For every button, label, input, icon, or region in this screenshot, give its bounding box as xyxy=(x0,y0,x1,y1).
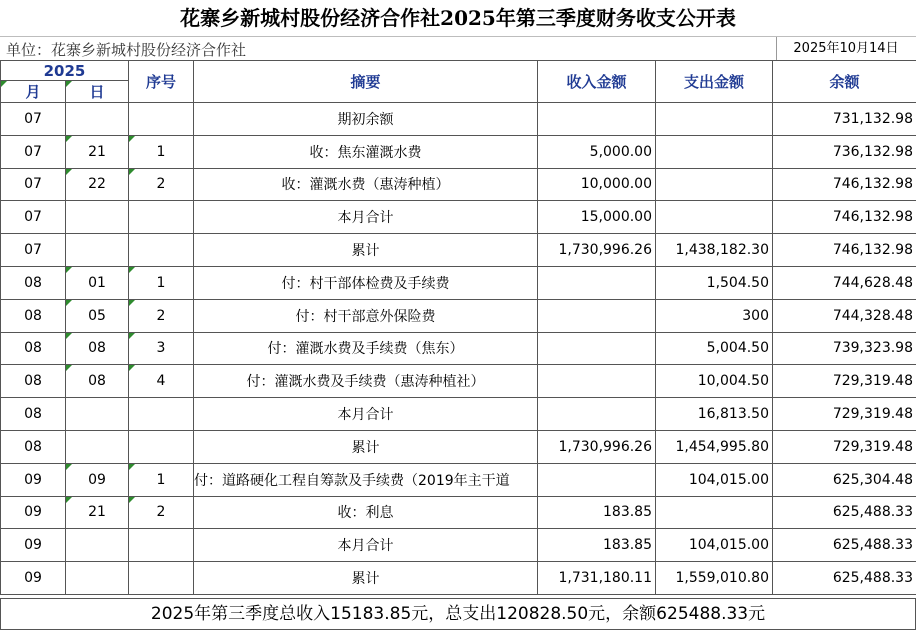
seq-cell xyxy=(129,201,194,234)
income-cell: 15,000.00 xyxy=(538,201,656,234)
summary-cell: 本月合计 xyxy=(194,398,538,431)
summary-cell: 累计 xyxy=(194,234,538,267)
seq-cell: 3 xyxy=(129,332,194,365)
income-cell: 10,000.00 xyxy=(538,168,656,201)
report-date: 2025年10月14日 xyxy=(776,37,915,60)
day-cell xyxy=(66,430,129,463)
expense-cell: 300 xyxy=(656,299,773,332)
seq-cell: 4 xyxy=(129,365,194,398)
day-cell xyxy=(66,529,129,562)
income-cell: 183.85 xyxy=(538,529,656,562)
day-cell: 05 xyxy=(66,299,129,332)
balance-cell: 746,132.98 xyxy=(773,234,916,267)
month-cell: 08 xyxy=(1,266,66,299)
expense-cell xyxy=(656,168,773,201)
summary-cell: 期初余额 xyxy=(194,103,538,136)
balance-cell: 746,132.98 xyxy=(773,201,916,234)
table-body xyxy=(1,103,916,595)
day-cell: 21 xyxy=(66,496,129,529)
balance-cell: 625,488.33 xyxy=(773,496,916,529)
table-row xyxy=(1,266,916,299)
day-cell: 21 xyxy=(66,135,129,168)
seq-cell: 1 xyxy=(129,135,194,168)
summary-cell: 收：焦东灌溉水费 xyxy=(194,135,538,168)
summary-header: 摘要 xyxy=(194,61,538,103)
summary-cell: 付：灌溉水费及手续费（惠涛种植社） xyxy=(194,365,538,398)
month-header: 月 xyxy=(1,81,66,103)
month-cell: 09 xyxy=(1,496,66,529)
unit-label: 单位：花寨乡新城村股份经济合作社 xyxy=(6,41,247,59)
table-row xyxy=(1,398,916,431)
day-cell: 22 xyxy=(66,168,129,201)
summary-cell: 付：村干部意外保险费 xyxy=(194,299,538,332)
expense-cell xyxy=(656,496,773,529)
report-title: 花寨乡新城村股份经济合作社2025年第三季度财务收支公开表 xyxy=(180,6,736,30)
income-cell xyxy=(538,332,656,365)
balance-cell: 729,319.48 xyxy=(773,430,916,463)
day-cell xyxy=(66,201,129,234)
expense-cell: 1,438,182.30 xyxy=(656,234,773,267)
expense-cell: 104,015.00 xyxy=(656,529,773,562)
month-cell: 08 xyxy=(1,365,66,398)
income-cell xyxy=(538,103,656,136)
income-cell: 1,730,996.26 xyxy=(538,430,656,463)
month-cell: 08 xyxy=(1,398,66,431)
income-cell: 5,000.00 xyxy=(538,135,656,168)
seq-cell xyxy=(129,430,194,463)
summary-cell: 累计 xyxy=(194,430,538,463)
month-cell: 07 xyxy=(1,168,66,201)
summary-footer: 2025年第三季度总收入15183.85元，总支出120828.50元，余额625488.33元 xyxy=(0,598,916,630)
balance-cell: 729,319.48 xyxy=(773,365,916,398)
seq-cell xyxy=(129,529,194,562)
month-cell: 07 xyxy=(1,201,66,234)
balance-header: 余额 xyxy=(773,61,916,103)
month-cell: 08 xyxy=(1,299,66,332)
income-cell: 1,731,180.11 xyxy=(538,562,656,595)
table-row xyxy=(1,299,916,332)
table-row xyxy=(1,201,916,234)
balance-cell: 744,628.48 xyxy=(773,266,916,299)
balance-cell: 625,488.33 xyxy=(773,562,916,595)
month-cell: 08 xyxy=(1,430,66,463)
balance-cell: 625,304.48 xyxy=(773,463,916,496)
income-cell: 183.85 xyxy=(538,496,656,529)
table-row xyxy=(1,562,916,595)
day-cell: 01 xyxy=(66,266,129,299)
expense-cell xyxy=(656,103,773,136)
table-row xyxy=(1,332,916,365)
income-cell xyxy=(538,299,656,332)
seq-cell: 1 xyxy=(129,463,194,496)
balance-cell: 736,132.98 xyxy=(773,135,916,168)
table-row xyxy=(1,168,916,201)
day-header: 日 xyxy=(66,81,129,103)
income-cell xyxy=(538,398,656,431)
day-cell xyxy=(66,398,129,431)
seq-cell: 1 xyxy=(129,266,194,299)
seq-header: 序号 xyxy=(129,61,194,103)
expense-cell: 1,559,010.80 xyxy=(656,562,773,595)
summary-cell: 付：灌溉水费及手续费（焦东） xyxy=(194,332,538,365)
balance-cell: 746,132.98 xyxy=(773,168,916,201)
finance-table xyxy=(0,60,916,595)
table-row xyxy=(1,135,916,168)
month-cell: 09 xyxy=(1,562,66,595)
expense-cell: 1,504.50 xyxy=(656,266,773,299)
income-cell: 1,730,996.26 xyxy=(538,234,656,267)
seq-cell xyxy=(129,234,194,267)
summary-text: 付：道路硬化工程自筹款及手续费（2019年主干道 xyxy=(194,472,510,489)
expense-cell: 16,813.50 xyxy=(656,398,773,431)
month-cell: 07 xyxy=(1,103,66,136)
summary-cell: 付：村干部体检费及手续费 xyxy=(194,266,538,299)
month-cell: 08 xyxy=(1,332,66,365)
day-cell xyxy=(66,562,129,595)
expense-cell xyxy=(656,135,773,168)
month-cell: 09 xyxy=(1,463,66,496)
seq-cell: 2 xyxy=(129,496,194,529)
table-row xyxy=(1,430,916,463)
summary-cell: 本月合计 xyxy=(194,201,538,234)
balance-cell: 625,488.33 xyxy=(773,529,916,562)
seq-cell: 2 xyxy=(129,299,194,332)
day-cell xyxy=(66,103,129,136)
income-cell xyxy=(538,463,656,496)
expense-cell xyxy=(656,201,773,234)
table-row xyxy=(1,103,916,136)
day-cell: 08 xyxy=(66,332,129,365)
month-cell: 09 xyxy=(1,529,66,562)
summary-cell xyxy=(194,463,538,496)
income-cell xyxy=(538,266,656,299)
income-cell xyxy=(538,365,656,398)
summary-cell: 累计 xyxy=(194,562,538,595)
balance-cell: 744,328.48 xyxy=(773,299,916,332)
expense-cell: 1,454,995.80 xyxy=(656,430,773,463)
balance-cell: 731,132.98 xyxy=(773,103,916,136)
table-row xyxy=(1,529,916,562)
balance-cell: 729,319.48 xyxy=(773,398,916,431)
seq-cell xyxy=(129,103,194,136)
table-row xyxy=(1,496,916,529)
year-header: 2025 xyxy=(1,61,129,81)
expense-cell: 5,004.50 xyxy=(656,332,773,365)
summary-cell: 收：灌溉水费（惠涛种植） xyxy=(194,168,538,201)
unit-row xyxy=(0,36,916,61)
seq-cell xyxy=(129,398,194,431)
day-cell: 09 xyxy=(66,463,129,496)
table-row xyxy=(1,365,916,398)
summary-cell: 本月合计 xyxy=(194,529,538,562)
table-row xyxy=(1,463,916,496)
expense-cell: 10,004.50 xyxy=(656,365,773,398)
month-cell: 07 xyxy=(1,135,66,168)
day-cell: 08 xyxy=(66,365,129,398)
table-row xyxy=(1,234,916,267)
day-cell xyxy=(66,234,129,267)
month-cell: 07 xyxy=(1,234,66,267)
balance-cell: 739,323.98 xyxy=(773,332,916,365)
seq-cell: 2 xyxy=(129,168,194,201)
income-header: 收入金额 xyxy=(538,61,656,103)
expense-header: 支出金额 xyxy=(656,61,773,103)
seq-cell xyxy=(129,562,194,595)
summary-cell: 收：利息 xyxy=(194,496,538,529)
expense-cell: 104,015.00 xyxy=(656,463,773,496)
